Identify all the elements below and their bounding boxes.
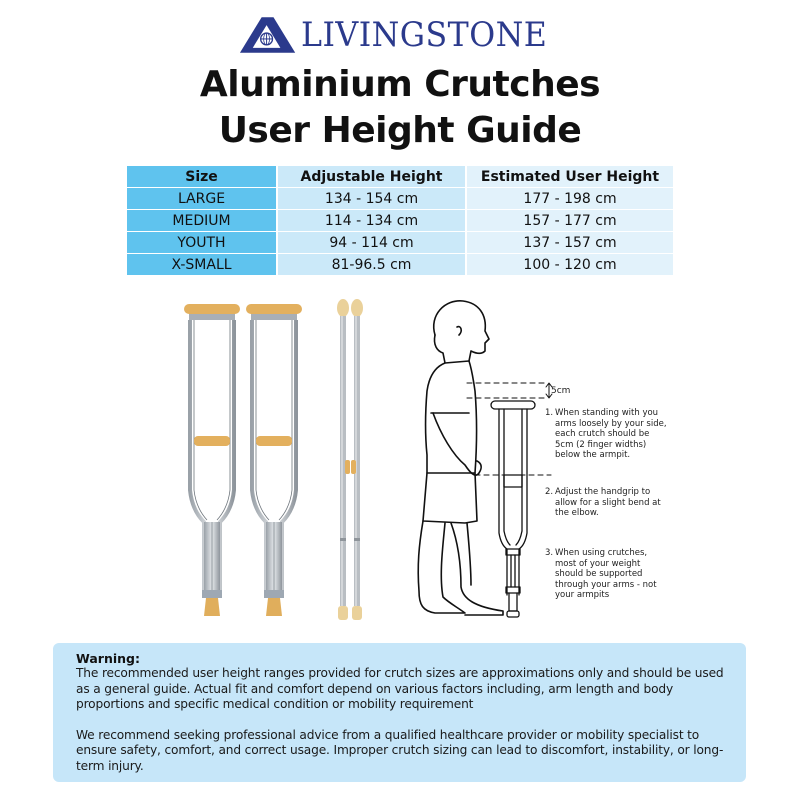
step-number: 3. (545, 548, 554, 558)
estimated-height-cell: 177 - 198 cm (467, 188, 673, 209)
table-row (127, 254, 673, 276)
crutch-diagram (491, 401, 535, 617)
estimated-height-cell: 100 - 120 cm (467, 254, 673, 275)
person-torso (426, 361, 477, 473)
step-number: 2. (545, 487, 554, 497)
estimated-height-cell: 137 - 157 cm (467, 232, 673, 253)
size-cell: MEDIUM (127, 210, 276, 231)
size-cell: YOUTH (127, 232, 276, 253)
step-text: When using crutches, most of your weight should be supported through your arms - not your armpits (555, 548, 657, 600)
title-line-2: User Height Guide (218, 110, 582, 151)
title-line-1: Aluminium Crutches (199, 64, 601, 105)
brand-logo (236, 14, 566, 56)
table-row (127, 188, 673, 210)
header-adjustable-height: Adjustable Height (278, 166, 465, 187)
header-estimated-user-height: Estimated User Height (467, 166, 673, 187)
adjustable-height-cell: 94 - 114 cm (278, 232, 465, 253)
warning-title: Warning: (76, 651, 140, 666)
adjustable-height-cell: 81-96.5 cm (278, 254, 465, 275)
size-cell: LARGE (127, 188, 276, 209)
triangle-globe-icon (236, 15, 297, 55)
gap-label: 5cm (551, 386, 571, 396)
person-legs (418, 521, 465, 613)
table-row (127, 210, 673, 232)
brand-name: LIVINGSTONE (301, 15, 548, 55)
size-table (127, 166, 673, 276)
measurement-lines (467, 383, 554, 475)
adjustable-height-cell: 114 - 134 cm (278, 210, 465, 231)
instruction-step-3 (545, 548, 657, 601)
warning-paragraph-1: The recommended user height ranges provided for crutch sizes are approximations only and should be used as a general guide. Actual fit and comfort depend on various factors including, arm length and body proportions and specific medical condition or mobility requirement (76, 666, 724, 711)
page-title (0, 62, 800, 154)
step-number: 1. (545, 408, 554, 418)
estimated-height-cell: 157 - 177 cm (467, 210, 673, 231)
person-shorts (423, 473, 477, 523)
table-row (127, 232, 673, 254)
instruction-step-2 (545, 487, 663, 519)
instruction-step-1 (545, 408, 670, 461)
crutches-side-image (330, 298, 370, 622)
header-size: Size (127, 166, 276, 187)
size-cell: X-SMALL (127, 254, 276, 275)
warning-box (53, 643, 746, 782)
adjustable-height-cell: 134 - 154 cm (278, 188, 465, 209)
warning-paragraph-2: We recommend seeking professional advice from a qualified healthcare provider or mobility specialist to ensure safety, comfort, and correct usage. Improper crutch sizing can lead to discomfort, instability, or long-term injury. (76, 727, 724, 773)
table-header-row (127, 166, 673, 188)
crutch-front-image-left (180, 300, 244, 620)
step-text: When standing with you arms loosely by your side, each crutch should be 5cm (2 finger widths) below the armpit. (555, 408, 667, 460)
crutch-front-image-right (242, 300, 306, 620)
step-text: Adjust the handgrip to allow for a slight bend at the elbow. (555, 487, 661, 518)
